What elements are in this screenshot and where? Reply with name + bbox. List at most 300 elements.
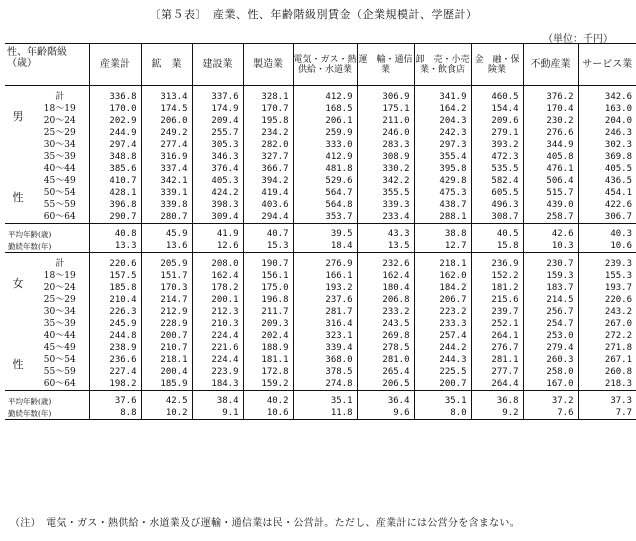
- corner-header: 性、年齢階級 （歳）: [5, 44, 89, 86]
- value-cell: 162.0: [414, 270, 471, 282]
- value-cell: 405.3: [192, 175, 243, 187]
- table-row: [5, 139, 636, 151]
- age-label: 18～19: [43, 103, 76, 114]
- age-label: 30～34: [43, 139, 76, 150]
- col-header: 不動産業: [523, 44, 578, 86]
- value-cell: 460.5: [471, 86, 523, 104]
- table-row: [5, 253, 636, 271]
- value-cell: 163.0: [578, 103, 636, 115]
- value-cell: 230.7: [523, 253, 578, 271]
- col-header: 産業計: [89, 44, 141, 86]
- value-cell: 211.7: [243, 306, 293, 318]
- value-cell: 13.6: [141, 240, 192, 253]
- value-cell: 200.1: [192, 294, 243, 306]
- value-cell: 206.1: [293, 115, 357, 127]
- value-cell: 246.0: [357, 127, 414, 139]
- value-cell: 230.2: [523, 115, 578, 127]
- value-cell: 245.9: [89, 318, 141, 330]
- value-cell: 233.2: [357, 306, 414, 318]
- value-cell: 204.0: [578, 115, 636, 127]
- value-cell: 154.4: [471, 103, 523, 115]
- value-cell: 36.8: [471, 391, 523, 408]
- summary-label: 勤続年数(年): [8, 241, 52, 251]
- value-cell: 11.8: [293, 407, 357, 420]
- value-cell: 209.3: [243, 318, 293, 330]
- value-cell: 306.7: [578, 211, 636, 224]
- age-label: 35～39: [43, 318, 76, 329]
- value-cell: 10.6: [578, 240, 636, 253]
- value-cell: 419.4: [243, 187, 293, 199]
- footnote: （注） 電気・ガス・熱供給・水道業及び運輸・通信業は民・公営計。ただし、産業計には公営分を含まない。: [10, 518, 520, 529]
- value-cell: 8.8: [89, 407, 141, 420]
- value-cell: 196.8: [243, 294, 293, 306]
- age-label: 20～24: [43, 115, 76, 126]
- table-row: [5, 306, 636, 318]
- value-cell: 212.3: [192, 306, 243, 318]
- value-cell: 236.9: [471, 253, 523, 271]
- value-cell: 206.8: [357, 294, 414, 306]
- value-cell: 212.9: [141, 306, 192, 318]
- value-cell: 582.4: [471, 175, 523, 187]
- value-cell: 224.4: [192, 354, 243, 366]
- age-label: 40～44: [43, 330, 76, 341]
- table-row: [5, 318, 636, 330]
- value-cell: 210.3: [192, 318, 243, 330]
- table-row: [5, 163, 636, 175]
- value-cell: 323.1: [293, 330, 357, 342]
- age-label: 25～29: [43, 127, 76, 138]
- value-cell: 529.6: [293, 175, 357, 187]
- value-cell: 200.7: [414, 378, 471, 391]
- value-cell: 39.5: [293, 224, 357, 241]
- value-cell: 180.4: [357, 282, 414, 294]
- value-cell: 481.8: [293, 163, 357, 175]
- value-cell: 316.9: [141, 151, 192, 163]
- value-cell: 237.6: [293, 294, 357, 306]
- value-cell: 184.2: [414, 282, 471, 294]
- value-cell: 211.0: [357, 115, 414, 127]
- value-cell: 264.4: [471, 378, 523, 391]
- value-cell: 395.8: [414, 163, 471, 175]
- value-cell: 218.1: [141, 354, 192, 366]
- value-cell: 200.7: [141, 330, 192, 342]
- value-cell: 236.6: [89, 354, 141, 366]
- value-cell: 38.4: [192, 391, 243, 408]
- age-label: 20～24: [43, 282, 76, 293]
- table-row: [5, 175, 636, 187]
- value-cell: 336.8: [89, 86, 141, 104]
- col-header: 電気・ガス・熱供給・水道業: [293, 44, 357, 86]
- value-cell: 228.9: [141, 318, 192, 330]
- table-row: [5, 187, 636, 199]
- value-cell: 13.3: [89, 240, 141, 253]
- age-label: 18～19: [43, 270, 76, 281]
- value-cell: 244.8: [89, 330, 141, 342]
- value-cell: 202.9: [89, 115, 141, 127]
- value-cell: 342.2: [357, 175, 414, 187]
- value-cell: 38.8: [414, 224, 471, 241]
- value-cell: 333.0: [293, 139, 357, 151]
- value-cell: 185.9: [141, 378, 192, 391]
- value-cell: 239.7: [471, 306, 523, 318]
- value-cell: 221.6: [192, 342, 243, 354]
- value-cell: 428.1: [89, 187, 141, 199]
- value-cell: 184.3: [192, 378, 243, 391]
- value-cell: 170.0: [89, 103, 141, 115]
- age-label: 50～54: [43, 354, 76, 365]
- col-header: 製造業: [243, 44, 293, 86]
- value-cell: 267.0: [578, 318, 636, 330]
- value-cell: 193.7: [578, 282, 636, 294]
- value-cell: 190.7: [243, 253, 293, 271]
- value-cell: 344.9: [523, 139, 578, 151]
- value-cell: 43.3: [357, 224, 414, 241]
- value-cell: 396.8: [89, 199, 141, 211]
- value-cell: 210.7: [141, 342, 192, 354]
- value-cell: 18.4: [293, 240, 357, 253]
- value-cell: 353.7: [293, 211, 357, 224]
- value-cell: 277.7: [471, 366, 523, 378]
- value-cell: 42.6: [523, 224, 578, 241]
- value-cell: 170.7: [243, 103, 293, 115]
- age-label: 45～49: [43, 342, 76, 353]
- value-cell: 206.7: [414, 294, 471, 306]
- value-cell: 436.5: [578, 175, 636, 187]
- value-cell: 181.2: [471, 282, 523, 294]
- value-cell: 476.1: [523, 163, 578, 175]
- table-row: [5, 282, 636, 294]
- value-cell: 260.8: [578, 366, 636, 378]
- value-cell: 244.9: [89, 127, 141, 139]
- table-row: [5, 270, 636, 282]
- table-title: 〔第５表〕 産業、性、年齢階級別賃金（企業規模計、学歴計）: [149, 8, 478, 21]
- age-label: 60～64: [43, 211, 76, 222]
- value-cell: 175.1: [357, 103, 414, 115]
- value-cell: 45.9: [141, 224, 192, 241]
- value-cell: 249.2: [141, 127, 192, 139]
- table-row: [5, 199, 636, 211]
- value-cell: 496.3: [471, 199, 523, 211]
- value-cell: 475.3: [414, 187, 471, 199]
- sex-char: 男: [12, 110, 24, 123]
- value-cell: 152.2: [471, 270, 523, 282]
- value-cell: 220.6: [89, 253, 141, 271]
- value-cell: 243.2: [578, 306, 636, 318]
- value-cell: 506.4: [523, 175, 578, 187]
- value-cell: 15.3: [243, 240, 293, 253]
- value-cell: 175.0: [243, 282, 293, 294]
- value-cell: 369.8: [578, 151, 636, 163]
- value-cell: 183.7: [523, 282, 578, 294]
- age-label: 計: [31, 253, 89, 271]
- value-cell: 277.4: [141, 139, 192, 151]
- value-cell: 327.7: [243, 151, 293, 163]
- table-row: [5, 354, 636, 366]
- value-cell: 242.3: [414, 127, 471, 139]
- value-cell: 244.3: [414, 354, 471, 366]
- value-cell: 198.2: [89, 378, 141, 391]
- value-cell: 36.4: [357, 391, 414, 408]
- value-cell: 281.7: [293, 306, 357, 318]
- value-cell: 339.1: [141, 187, 192, 199]
- value-cell: 290.7: [89, 211, 141, 224]
- value-cell: 368.0: [293, 354, 357, 366]
- value-cell: 162.4: [192, 270, 243, 282]
- value-cell: 156.1: [243, 270, 293, 282]
- value-cell: 255.7: [192, 127, 243, 139]
- sex-label: [5, 253, 31, 391]
- value-cell: 210.4: [89, 294, 141, 306]
- table-row: [5, 127, 636, 139]
- age-label: 40～44: [43, 163, 76, 174]
- value-cell: 274.8: [293, 378, 357, 391]
- value-cell: 202.4: [243, 330, 293, 342]
- table-row: [5, 366, 636, 378]
- value-cell: 232.6: [357, 253, 414, 271]
- age-label: 30～34: [43, 306, 76, 317]
- age-label: 60～64: [43, 378, 76, 389]
- summary-row: [5, 391, 636, 408]
- summary-row: [5, 224, 636, 241]
- summary-label: 平均年齢(歳): [5, 391, 89, 408]
- value-cell: 422.6: [578, 199, 636, 211]
- value-cell: 214.7: [141, 294, 192, 306]
- value-cell: 394.2: [243, 175, 293, 187]
- table-row: [5, 115, 636, 127]
- value-cell: 159.2: [243, 378, 293, 391]
- value-cell: 157.5: [89, 270, 141, 282]
- table-row: [5, 294, 636, 306]
- value-cell: 339.4: [293, 342, 357, 354]
- value-cell: 37.3: [578, 391, 636, 408]
- value-cell: 376.4: [192, 163, 243, 175]
- value-cell: 178.2: [192, 282, 243, 294]
- value-cell: 305.3: [192, 139, 243, 151]
- value-cell: 220.6: [578, 294, 636, 306]
- value-cell: 355.5: [357, 187, 414, 199]
- value-cell: 7.6: [523, 407, 578, 420]
- value-cell: 313.4: [141, 86, 192, 104]
- value-cell: 218.3: [578, 378, 636, 391]
- value-cell: 243.5: [357, 318, 414, 330]
- summary-row: [5, 407, 636, 420]
- value-cell: 159.3: [523, 270, 578, 282]
- value-cell: 185.8: [89, 282, 141, 294]
- value-cell: 233.3: [414, 318, 471, 330]
- value-cell: 9.1: [192, 407, 243, 420]
- value-cell: 276.7: [471, 342, 523, 354]
- value-cell: 206.0: [141, 115, 192, 127]
- table-row: [5, 342, 636, 354]
- header-row: [5, 44, 636, 86]
- value-cell: 258.0: [523, 366, 578, 378]
- value-cell: 283.3: [357, 139, 414, 151]
- value-cell: 535.5: [471, 163, 523, 175]
- value-cell: 412.9: [293, 151, 357, 163]
- value-cell: 167.0: [523, 378, 578, 391]
- value-cell: 174.5: [141, 103, 192, 115]
- value-cell: 7.7: [578, 407, 636, 420]
- value-cell: 151.7: [141, 270, 192, 282]
- value-cell: 330.2: [357, 163, 414, 175]
- col-header: サービス業: [578, 44, 636, 86]
- sex-label: [5, 86, 31, 224]
- value-cell: 403.6: [243, 199, 293, 211]
- value-cell: 405.5: [578, 163, 636, 175]
- value-cell: 564.8: [293, 199, 357, 211]
- value-cell: 294.4: [243, 211, 293, 224]
- value-cell: 410.7: [89, 175, 141, 187]
- value-cell: 378.5: [293, 366, 357, 378]
- value-cell: 166.1: [293, 270, 357, 282]
- value-cell: 297.3: [414, 139, 471, 151]
- wage-table: [5, 43, 636, 420]
- value-cell: 328.1: [243, 86, 293, 104]
- value-cell: 226.3: [89, 306, 141, 318]
- summary-label: 平均年齢(歳): [5, 224, 89, 241]
- value-cell: 278.5: [357, 342, 414, 354]
- value-cell: 10.3: [523, 240, 578, 253]
- col-header: 卸 売・小売業・飲食店: [414, 44, 471, 86]
- value-cell: 40.3: [578, 224, 636, 241]
- table-row: [5, 330, 636, 342]
- age-label: 55～59: [43, 199, 76, 210]
- value-cell: 308.7: [471, 211, 523, 224]
- table-row: [5, 378, 636, 391]
- value-cell: 376.2: [523, 86, 578, 104]
- value-cell: 258.7: [523, 211, 578, 224]
- value-cell: 439.0: [523, 199, 578, 211]
- value-cell: 308.9: [357, 151, 414, 163]
- value-cell: 227.4: [89, 366, 141, 378]
- age-label: 45～49: [43, 175, 76, 186]
- age-label: 55～59: [43, 366, 76, 377]
- value-cell: 267.1: [578, 354, 636, 366]
- value-cell: 564.7: [293, 187, 357, 199]
- value-cell: 193.2: [293, 282, 357, 294]
- value-cell: 454.1: [578, 187, 636, 199]
- value-cell: 40.5: [471, 224, 523, 241]
- value-cell: 223.9: [192, 366, 243, 378]
- sex-char: 女: [12, 277, 24, 290]
- table-row: [5, 103, 636, 115]
- col-header: 建設業: [192, 44, 243, 86]
- value-cell: 206.5: [357, 378, 414, 391]
- age-label: 35～39: [43, 151, 76, 162]
- summary-row: [5, 240, 636, 253]
- value-cell: 181.1: [243, 354, 293, 366]
- value-cell: 244.2: [414, 342, 471, 354]
- col-header: 鉱 業: [141, 44, 192, 86]
- value-cell: 188.9: [243, 342, 293, 354]
- value-cell: 223.2: [414, 306, 471, 318]
- value-cell: 174.9: [192, 103, 243, 115]
- value-cell: 337.4: [141, 163, 192, 175]
- value-cell: 339.3: [357, 199, 414, 211]
- unit-label: （単位：千円）: [543, 34, 613, 45]
- value-cell: 281.0: [357, 354, 414, 366]
- value-cell: 209.6: [471, 115, 523, 127]
- value-cell: 246.3: [578, 127, 636, 139]
- value-cell: 218.1: [414, 253, 471, 271]
- value-cell: 172.8: [243, 366, 293, 378]
- value-cell: 398.3: [192, 199, 243, 211]
- value-cell: 260.3: [523, 354, 578, 366]
- value-cell: 302.3: [578, 139, 636, 151]
- age-label: 25～29: [43, 294, 76, 305]
- value-cell: 281.1: [471, 354, 523, 366]
- value-cell: 429.8: [414, 175, 471, 187]
- value-cell: 282.0: [243, 139, 293, 151]
- value-cell: 256.7: [523, 306, 578, 318]
- value-cell: 348.8: [89, 151, 141, 163]
- value-cell: 346.3: [192, 151, 243, 163]
- value-cell: 170.3: [141, 282, 192, 294]
- value-cell: 271.8: [578, 342, 636, 354]
- value-cell: 239.3: [578, 253, 636, 271]
- value-cell: 209.4: [192, 115, 243, 127]
- table-row: [5, 151, 636, 163]
- value-cell: 280.7: [141, 211, 192, 224]
- value-cell: 405.8: [523, 151, 578, 163]
- value-cell: 208.0: [192, 253, 243, 271]
- value-cell: 40.8: [89, 224, 141, 241]
- value-cell: 605.5: [471, 187, 523, 199]
- value-cell: 309.4: [192, 211, 243, 224]
- value-cell: 162.4: [357, 270, 414, 282]
- value-cell: 254.7: [523, 318, 578, 330]
- summary-label: 勤続年数(年): [8, 408, 52, 418]
- age-label: 計: [55, 91, 65, 102]
- value-cell: 37.6: [89, 391, 141, 408]
- value-cell: 233.4: [357, 211, 414, 224]
- table-body: [5, 86, 636, 420]
- value-cell: 272.2: [578, 330, 636, 342]
- value-cell: 155.3: [578, 270, 636, 282]
- value-cell: 253.0: [523, 330, 578, 342]
- value-cell: 41.9: [192, 224, 243, 241]
- value-cell: 472.3: [471, 151, 523, 163]
- value-cell: 424.2: [192, 187, 243, 199]
- value-cell: 279.4: [523, 342, 578, 354]
- value-cell: 385.6: [89, 163, 141, 175]
- value-cell: 337.6: [192, 86, 243, 104]
- value-cell: 40.2: [243, 391, 293, 408]
- table-row: [5, 211, 636, 224]
- value-cell: 170.4: [523, 103, 578, 115]
- value-cell: 288.1: [414, 211, 471, 224]
- value-cell: 238.9: [89, 342, 141, 354]
- value-cell: 195.8: [243, 115, 293, 127]
- value-cell: 10.2: [141, 407, 192, 420]
- value-cell: 215.6: [471, 294, 523, 306]
- value-cell: 279.1: [471, 127, 523, 139]
- value-cell: 12.6: [192, 240, 243, 253]
- value-cell: 225.5: [414, 366, 471, 378]
- value-cell: 224.4: [192, 330, 243, 342]
- value-cell: 339.8: [141, 199, 192, 211]
- value-cell: 40.7: [243, 224, 293, 241]
- value-cell: 15.8: [471, 240, 523, 253]
- table-row: [5, 86, 636, 104]
- value-cell: 12.7: [414, 240, 471, 253]
- value-cell: 438.7: [414, 199, 471, 211]
- value-cell: 341.9: [414, 86, 471, 104]
- value-cell: 316.4: [293, 318, 357, 330]
- value-cell: 269.8: [357, 330, 414, 342]
- value-cell: 205.9: [141, 253, 192, 271]
- value-cell: 306.9: [357, 86, 414, 104]
